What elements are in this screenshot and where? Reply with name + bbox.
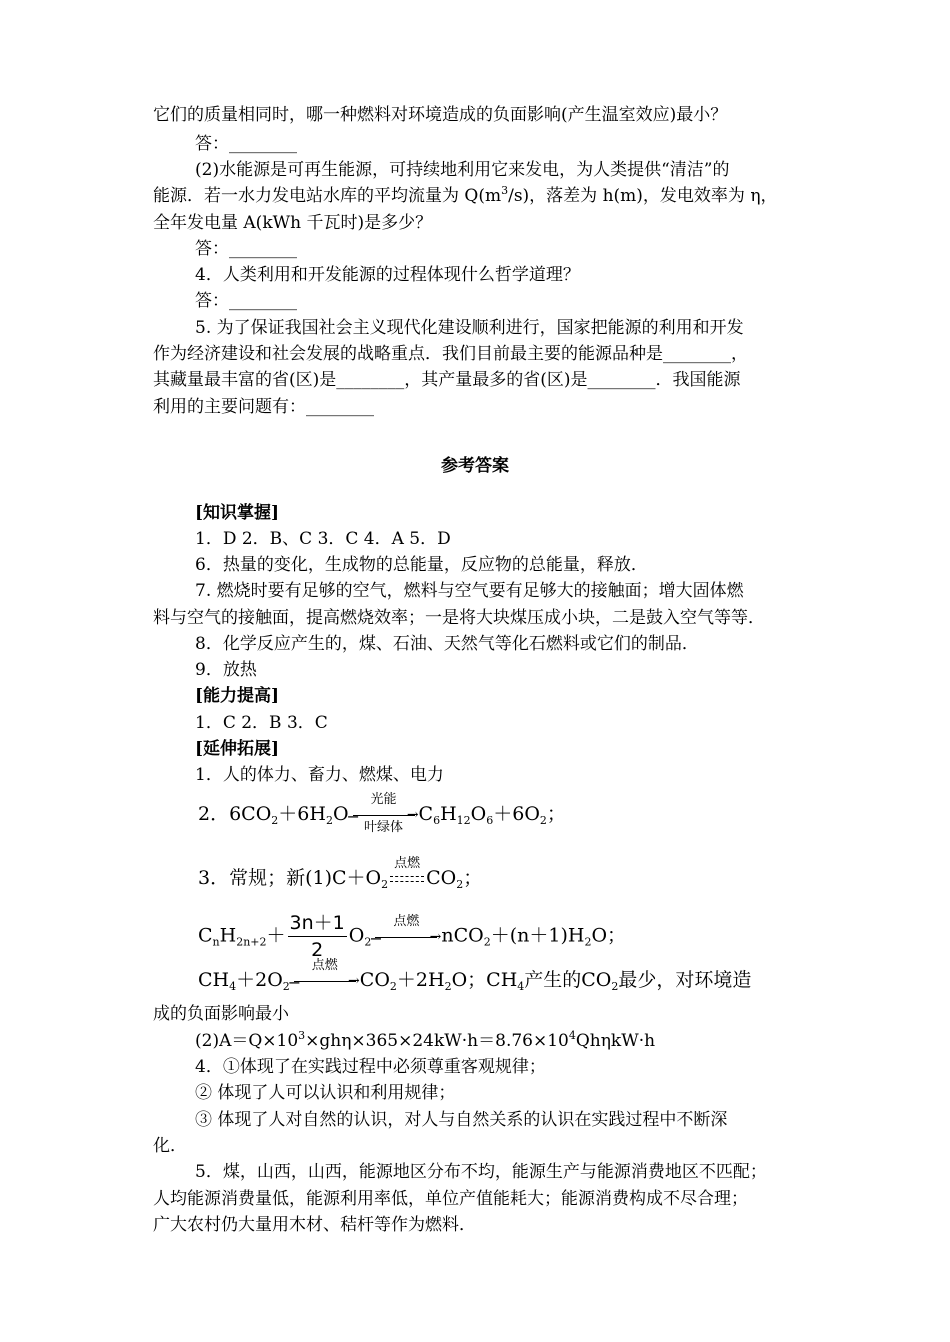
answer-line: 成的负面影响最小	[153, 1004, 289, 1024]
answer-blank: 答：________	[195, 291, 297, 311]
question-line: (2)水能源是可再生能源，可持续地利用它来发电，为人类提供“清洁”的	[195, 160, 730, 180]
section-heading: [延伸拓展]	[195, 739, 280, 759]
answer-line: ② 体现了人可以认识和利用规律；	[195, 1083, 456, 1103]
reaction-arrow: 点燃 − →	[287, 958, 360, 992]
answer-line: 9．放热	[195, 660, 257, 680]
answer-line: 料与空气的接触面，提高燃烧效率；一是将大块煤压成小块，二是鼓入空气等等．	[153, 608, 765, 628]
answer-line: 1．C 2．B 3．C	[195, 713, 328, 733]
question-line: 作为经济建设和社会发展的战略重点．我们目前最主要的能源品种是________，	[153, 344, 748, 364]
answer-line: 8．化学反应产生的，煤、石油、天然气等化石燃料或它们的制品．	[195, 634, 699, 654]
combustion-equation-methane: $CH_4+2O_2$ 点燃 − → $CO_2+2H_2O$；$CH_4$产生的$CO_2$最少，对环境造	[198, 958, 752, 993]
question-line: 能源．若一水力发电站水库的平均流量为 $Q(m^3/s)$，落差为 h(m)，发电效率为 η，	[153, 184, 778, 206]
section-heading: [知识掌握]	[195, 503, 280, 523]
answers-title: 参考答案	[441, 456, 509, 476]
answer-line: 7. 燃烧时要有足够的空气，燃料与空气要有足够大的接触面；增大固体燃	[195, 581, 744, 601]
answer-line: ③ 体现了人对自然的认识，对人与自然关系的认识在实践过程中不断深	[195, 1110, 728, 1130]
answer-line: 广大农村仍大量用木材、秸杆等作为燃料．	[153, 1215, 476, 1235]
answer-blank: 答：________	[195, 134, 297, 154]
question-line: 利用的主要问题有：________	[153, 397, 374, 417]
combustion-equation-carbon: 3．常规；新$(1)C+O_2$ 点燃 $CO_2$；	[198, 856, 483, 891]
answer-line: 5．煤，山西，山西，能源地区分布不均，能源生产与能源消费地区不匹配；	[195, 1162, 767, 1182]
answer-line: 1．D 2．B、C 3．C 4．A 5．D	[195, 529, 451, 549]
question-line: 全年发电量 A(kWh 千瓦时)是多少？	[153, 213, 433, 233]
answer-line: 4．①体现了在实践过程中必须尊重客观规律；	[195, 1057, 546, 1077]
answer-line: 化．	[153, 1136, 187, 1156]
section-heading: [能力提高]	[195, 686, 280, 706]
answer-line: 1．人的体力、畜力、燃煤、电力	[195, 765, 444, 785]
reaction-arrow: 光能 − → 叶绿体	[346, 792, 419, 835]
fraction: $\frac{3n+1}{2}$	[289, 912, 345, 961]
reaction-arrow: 点燃 − →	[369, 913, 442, 948]
reaction-equals: 点燃	[388, 867, 426, 891]
answer-line: 人均能源消费量低，能源利用率低，单位产值能耗大；能源消费构成不尽合理；	[153, 1189, 748, 1209]
answer-blank: 答：________	[195, 239, 297, 259]
question-line: 它们的质量相同时，哪一种燃料对环境造成的负面影响(产生温室效应)最小？	[153, 105, 728, 125]
question-line: 其藏量最丰富的省(区)是________，其产量最多的省(区)是________．我国能源	[153, 370, 741, 390]
answer-line: 6．热量的变化，生成物的总能量，反应物的总能量，释放．	[195, 555, 648, 575]
question-line: 4．人类利用和开发能源的过程体现什么哲学道理？	[195, 265, 580, 285]
photosynthesis-equation: 2．$6CO_2+6H_2O$ 光能 − → 叶绿体 $C_6H_{12}O_6+6O_2$；	[198, 792, 566, 835]
combustion-equation-alkane: $C_nH_{2n+2}+$ $\frac{3n+1}{2}$ $O_2$ 点燃 − → $nCO_2+(n+1)H_2O$；	[198, 912, 627, 961]
answer-line: $(2)A=Q\times 10^3\times gh\eta\times 365\times 24kW\cdot h=8.76\times 10^4Qh\eta kW\cdot h$	[195, 1029, 656, 1051]
question-line: 5. 为了保证我国社会主义现代化建设顺利进行，国家把能源的利用和开发	[195, 318, 744, 338]
